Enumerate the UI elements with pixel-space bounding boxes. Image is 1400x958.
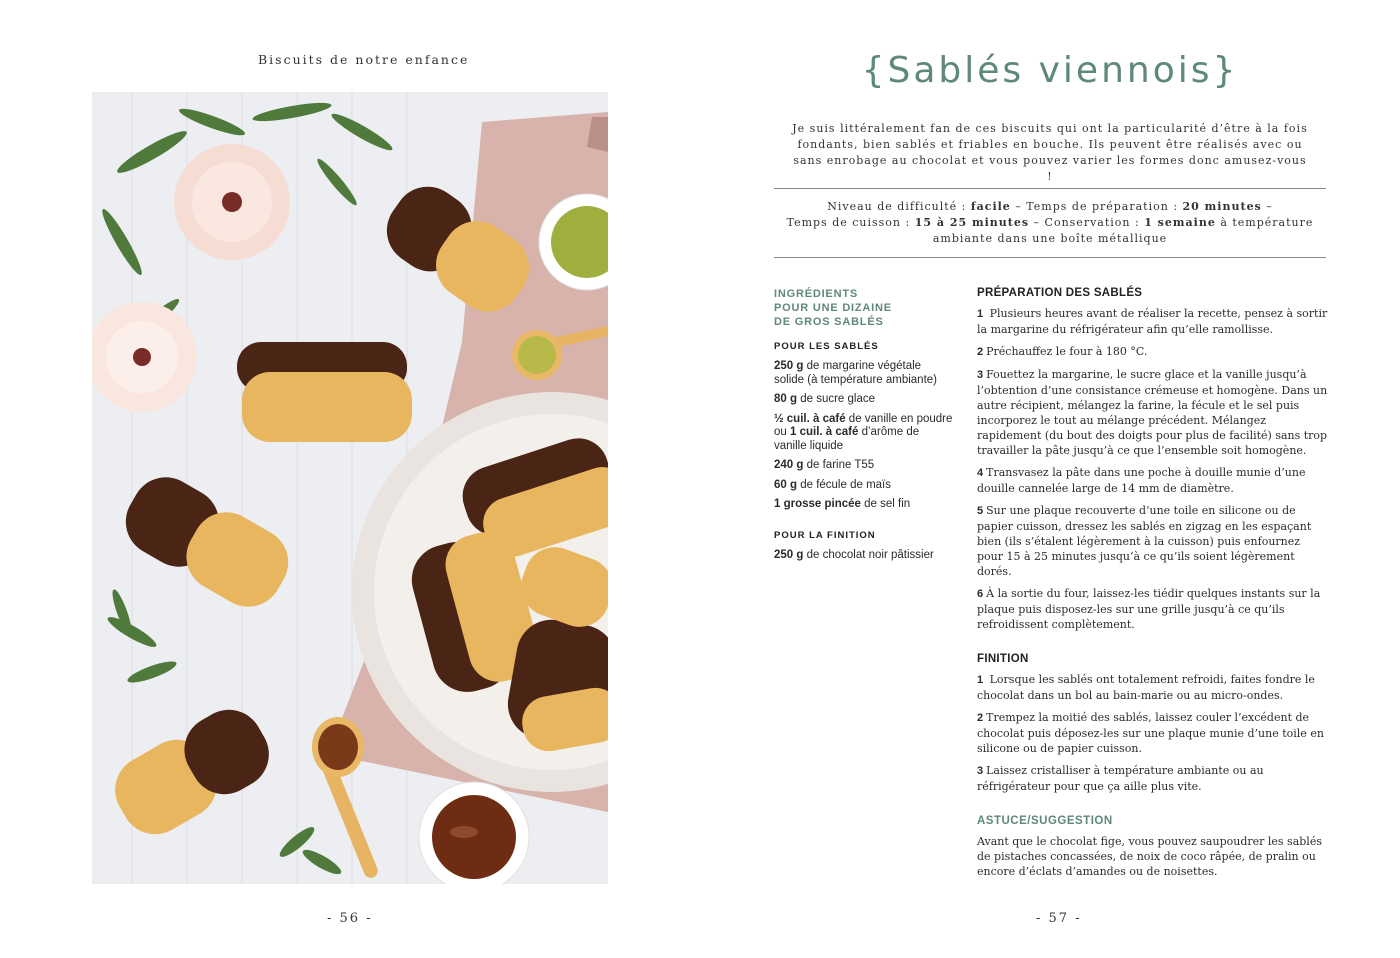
- ingredient-item: 1 grosse pincée de sel fin: [774, 498, 911, 510]
- finition-step: 3 Laissez cristalliser à température ambiante ou au réfrigérateur pour que ça aille plus vite.: [977, 764, 1264, 793]
- ingredient-item: 60 g de fécule de maïs: [774, 478, 891, 491]
- storage-value: 1 semaine: [1144, 216, 1216, 229]
- recipe-intro: Je suis littéralement fan de ces biscuits qui ont la particularité d’être à la fois fondants, bien sablés et friables en bouche. Ils peuvent être réalisés avec ou sans enrobage au chocolat et vous pouvez varier les formes donc amusez-vous !: [792, 122, 1308, 183]
- preparation-step: 5 Sur une plaque recouverte d’une toile en silicone ou de papier cuisson, dressez les sablés en zigzag en les espaçant bien (ils s’étalent légèrement à la cuisson) puis enfournez pour 15 à 25 minutes jusqu’à ce qu’ils soient légèrement dorés.: [977, 504, 1312, 578]
- tip-heading: ASTUCE/SUGGESTION: [977, 815, 1113, 827]
- flower-left: [92, 302, 197, 412]
- preparation-step: 3 Fouettez la margarine, le sucre glace et la vanille jusqu’à l’obtention d’une consistance crémeuse et homogène. Dans un autre récipient, mélangez la farine, la fécule et le sel puis incorporez le tout au mélange précédent. Mélangez rapidement (du bout des doigts pour plus de facilité) sans trop travailler la pâte jusqu’à ce que l’ensemble soit homogène.: [977, 368, 1328, 457]
- ingredient-item: 250 g de margarine végétale solide (à température ambiante): [774, 360, 937, 386]
- flower-top: [174, 144, 290, 260]
- ingredients-heading: INGRÉDIENTS POUR UNE DIZAINE DE GROS SABLÉS: [774, 288, 892, 328]
- cook-time-value: 15 à 25 minutes: [914, 216, 1030, 229]
- ingredient-item: 240 g de farine T55: [774, 459, 875, 471]
- prep-time-value: 20 minutes: [1182, 200, 1262, 213]
- preparation-step: 6 À la sortie du four, laissez-les tiédir quelques instants sur la plaque puis disposez-les sur une grille jusqu’à ce qu’ils refroidissent complètement.: [977, 587, 1321, 631]
- ingredient-item: ½ cuil. à café de vanille en poudre ou 1 cuil. à café d’arôme de vanille liquide: [774, 412, 953, 452]
- page-number-right: - 57 -: [1036, 911, 1082, 926]
- tip-text: Avant que le chocolat fige, vous pouvez saupoudrer les sablés de pistaches concassées, de noix de coco râpée, de pralin ou encore d’éclats d’amandes ou de noisettes.: [977, 835, 1322, 878]
- finition-step: 1 Lorsque les sablés ont totalement refroidi, faites fondre le chocolat dans un bol au bain-marie ou au micro-ondes.: [977, 673, 1315, 702]
- preparation-step: 1 Plusieurs heures avant de réaliser la recette, pensez à sortir la margarine du réfrigérateur afin qu’elle ramollisse.: [977, 307, 1328, 336]
- ingredients-column: [774, 287, 954, 568]
- divider-bottom: [774, 257, 1326, 258]
- divider-top: [774, 188, 1326, 189]
- running-head: Biscuits de notre enfance: [258, 52, 470, 67]
- finition-step: 2 Trempez la moitié des sablés, laissez couler l’excédent de chocolat puis déposez-les sur une plaque munie d’une toile en silicone ou de papier cuisson.: [977, 711, 1324, 755]
- preparation-column: [977, 287, 1329, 886]
- preparation-step: 4 Transvasez la pâte dans une poche à douille munie d’une douille cannelée large de 14 mm de diamètre.: [977, 466, 1306, 495]
- recipe-photo: [92, 92, 608, 884]
- finition-heading: FINITION: [977, 653, 1029, 665]
- recipe-title: {Sablés viennois}: [861, 50, 1239, 91]
- page-number-left: - 56 -: [327, 911, 373, 926]
- ingredients-section-title: POUR LA FINITION: [774, 529, 876, 541]
- recipe-meta: Niveau de difficulté : facile – Temps de préparation : 20 minutes – Temps de cuisson : 15 à 25 minutes – Conservation : 1 semaine à température ambiante dans une boîte métallique: [786, 200, 1314, 245]
- ingredient-item: 80 g de sucre glace: [774, 393, 876, 405]
- ingredients-section-title: POUR LES SABLÉS: [774, 341, 879, 352]
- ingredient-item: 250 g de chocolat noir pâtissier: [774, 548, 934, 561]
- preparation-step: 2 Préchauffez le four à 180 °C.: [977, 345, 1148, 358]
- difficulty-value: facile: [970, 200, 1011, 213]
- preparation-heading: PRÉPARATION DES SABLÉS: [977, 287, 1143, 299]
